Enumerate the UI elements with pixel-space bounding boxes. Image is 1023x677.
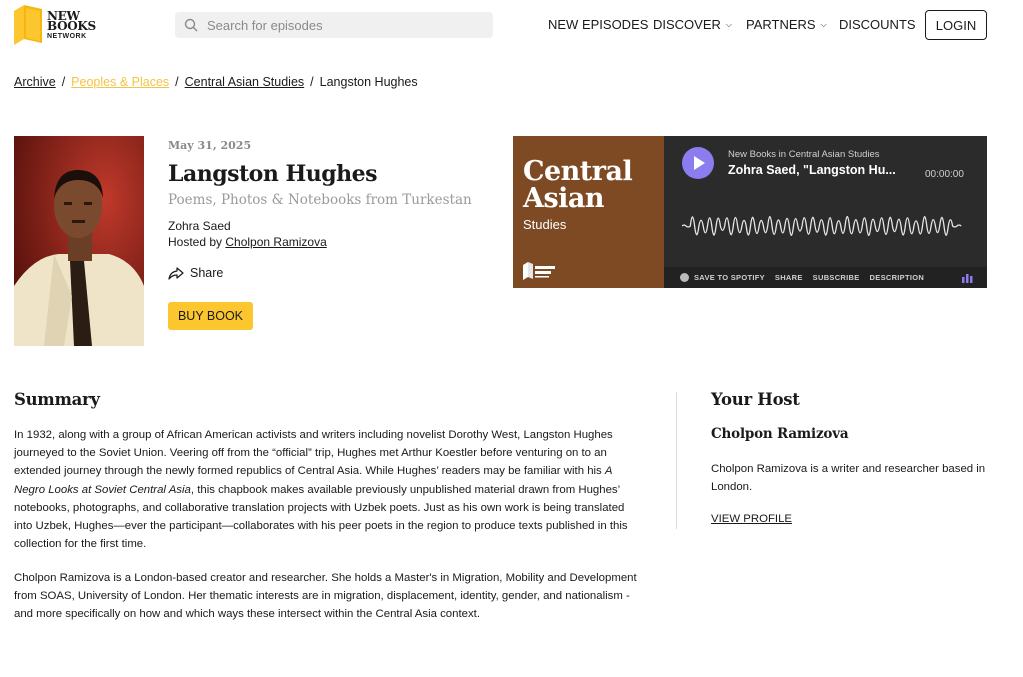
nav-discover-label: DISCOVER	[653, 17, 721, 32]
share-arrow-icon	[168, 267, 184, 280]
chevron-down-icon: ⌵	[725, 19, 732, 29]
portrait-illustration	[14, 136, 144, 346]
host-name: Cholpon Ramizova	[711, 426, 849, 442]
player-art-title-line-1: Central	[523, 156, 633, 187]
nav-new-episodes[interactable]	[548, 17, 648, 32]
site-header	[0, 0, 1023, 52]
host-bio: Cholpon Ramizova is a writer and researcher based in London.	[711, 463, 986, 494]
summary-text-a: In 1932, along with a group of African American activists and writers including novelist Dorothy West, Langston Hughes journeyed to the Soviet Union. Veering off from the “official” trip, Hughes met Arthur Koestler before venturing on to an extended journey through the newly formed republics of Central Asia. While Hughes’ readers may be familiar with his	[14, 429, 613, 478]
breadcrumb-current: Langston Hughes	[319, 75, 418, 89]
share-button[interactable]	[168, 266, 223, 280]
player-artwork	[513, 136, 664, 288]
episode-date: May 31, 2025	[168, 139, 252, 152]
summary-book-title-italic: A Negro Looks at Soviet Central Asia	[14, 465, 613, 496]
hosted-by-prefix: Hosted by	[168, 235, 223, 249]
player-episode-title: Zohra Saed, "Langston Hu...	[728, 163, 896, 177]
player-time: 00:00:00	[925, 169, 964, 180]
breadcrumb-category[interactable]: Peoples & Places	[71, 75, 170, 89]
nav-discounts-label: DISCOUNTS	[839, 17, 916, 32]
logo-wordmark	[47, 11, 96, 42]
nav-discover[interactable]	[653, 17, 732, 32]
hosted-by-line	[168, 235, 327, 249]
nav-new-episodes-label: NEW EPISODES	[548, 17, 649, 32]
book-logo-icon	[14, 5, 42, 45]
column-divider	[676, 392, 677, 529]
summary-text-b: , this chapbook makes available previously unpublished material drawn from Hughes’ notebooks, photographs, and collaborative translation projects with Uzbek poets. Just as his own work is being translated into Uzbek, Hughes—ever the participant—collaborates with his peer poets in the region to produce texts published in this collection for the first time.	[14, 483, 628, 551]
summary-paragraph-2: Cholpon Ramizova is a London-based creator and researcher. She holds a Master's in Migration, Mobility and Development from SOAS, University of London. Her thematic interests are in migration, displacement, identity, gender, and nationalism - and more specifically on how and which ways these intersect within the Central Asia context.	[14, 572, 637, 621]
breadcrumb-series[interactable]: Central Asian Studies	[184, 75, 305, 89]
description-button[interactable]: DESCRIPTION	[869, 273, 925, 282]
play-button[interactable]	[682, 147, 714, 179]
waveform-scrubber[interactable]	[682, 206, 972, 246]
book-author: Zohra Saed	[168, 219, 231, 233]
player-art-subtitle: Studies	[523, 217, 567, 232]
save-to-spotify-button[interactable]: SAVE TO SPOTIFY	[694, 273, 765, 282]
podcast-player	[513, 136, 987, 288]
nav-partners[interactable]	[746, 17, 827, 32]
share-label: Share	[190, 266, 224, 280]
search-input[interactable]	[207, 18, 487, 33]
player-show-name: New Books in Central Asian Studies	[728, 149, 880, 160]
host-heading: Your Host	[711, 390, 800, 409]
episode-title: Langston Hughes	[168, 161, 378, 187]
breadcrumb	[14, 75, 418, 89]
summary-paragraph-1	[14, 426, 642, 553]
nav-discounts[interactable]	[839, 17, 916, 32]
logo-line-3: NETWORK	[47, 33, 87, 40]
player-action-bar	[664, 267, 987, 288]
search-icon	[184, 18, 198, 32]
spotify-icon	[680, 273, 689, 282]
book-logo-icon	[523, 262, 557, 280]
login-button[interactable]: LOGIN	[925, 10, 987, 40]
breadcrumb-separator: /	[310, 75, 314, 89]
player-share-button[interactable]: SHARE	[774, 273, 803, 282]
waveform-line	[682, 217, 961, 236]
chevron-down-icon: ⌵	[820, 19, 827, 29]
logo-line-1: NEW	[47, 9, 80, 23]
site-logo[interactable]	[14, 5, 104, 45]
breadcrumb-separator: /	[61, 75, 66, 89]
breadcrumb-separator: /	[175, 75, 179, 89]
buy-book-button[interactable]: BUY BOOK	[168, 302, 253, 330]
nav-partners-label: PARTNERS	[746, 17, 816, 32]
player-art-title	[523, 158, 632, 212]
summary-heading: Summary	[14, 390, 100, 409]
audio-bars-icon	[962, 273, 973, 283]
subscribe-button[interactable]: SUBSCRIBE	[812, 273, 860, 282]
logo-line-2: BOOKS	[47, 19, 96, 33]
search-bar	[175, 12, 493, 38]
episode-subtitle: Poems, Photos & Notebooks from Turkestan	[168, 192, 472, 208]
host-link[interactable]: Cholpon Ramizova	[225, 235, 327, 249]
view-profile-link[interactable]: VIEW PROFILE	[711, 513, 793, 525]
book-cover-image	[14, 136, 144, 346]
breadcrumb-archive[interactable]: Archive	[14, 75, 56, 89]
player-art-title-line-2: Asian	[523, 183, 605, 214]
